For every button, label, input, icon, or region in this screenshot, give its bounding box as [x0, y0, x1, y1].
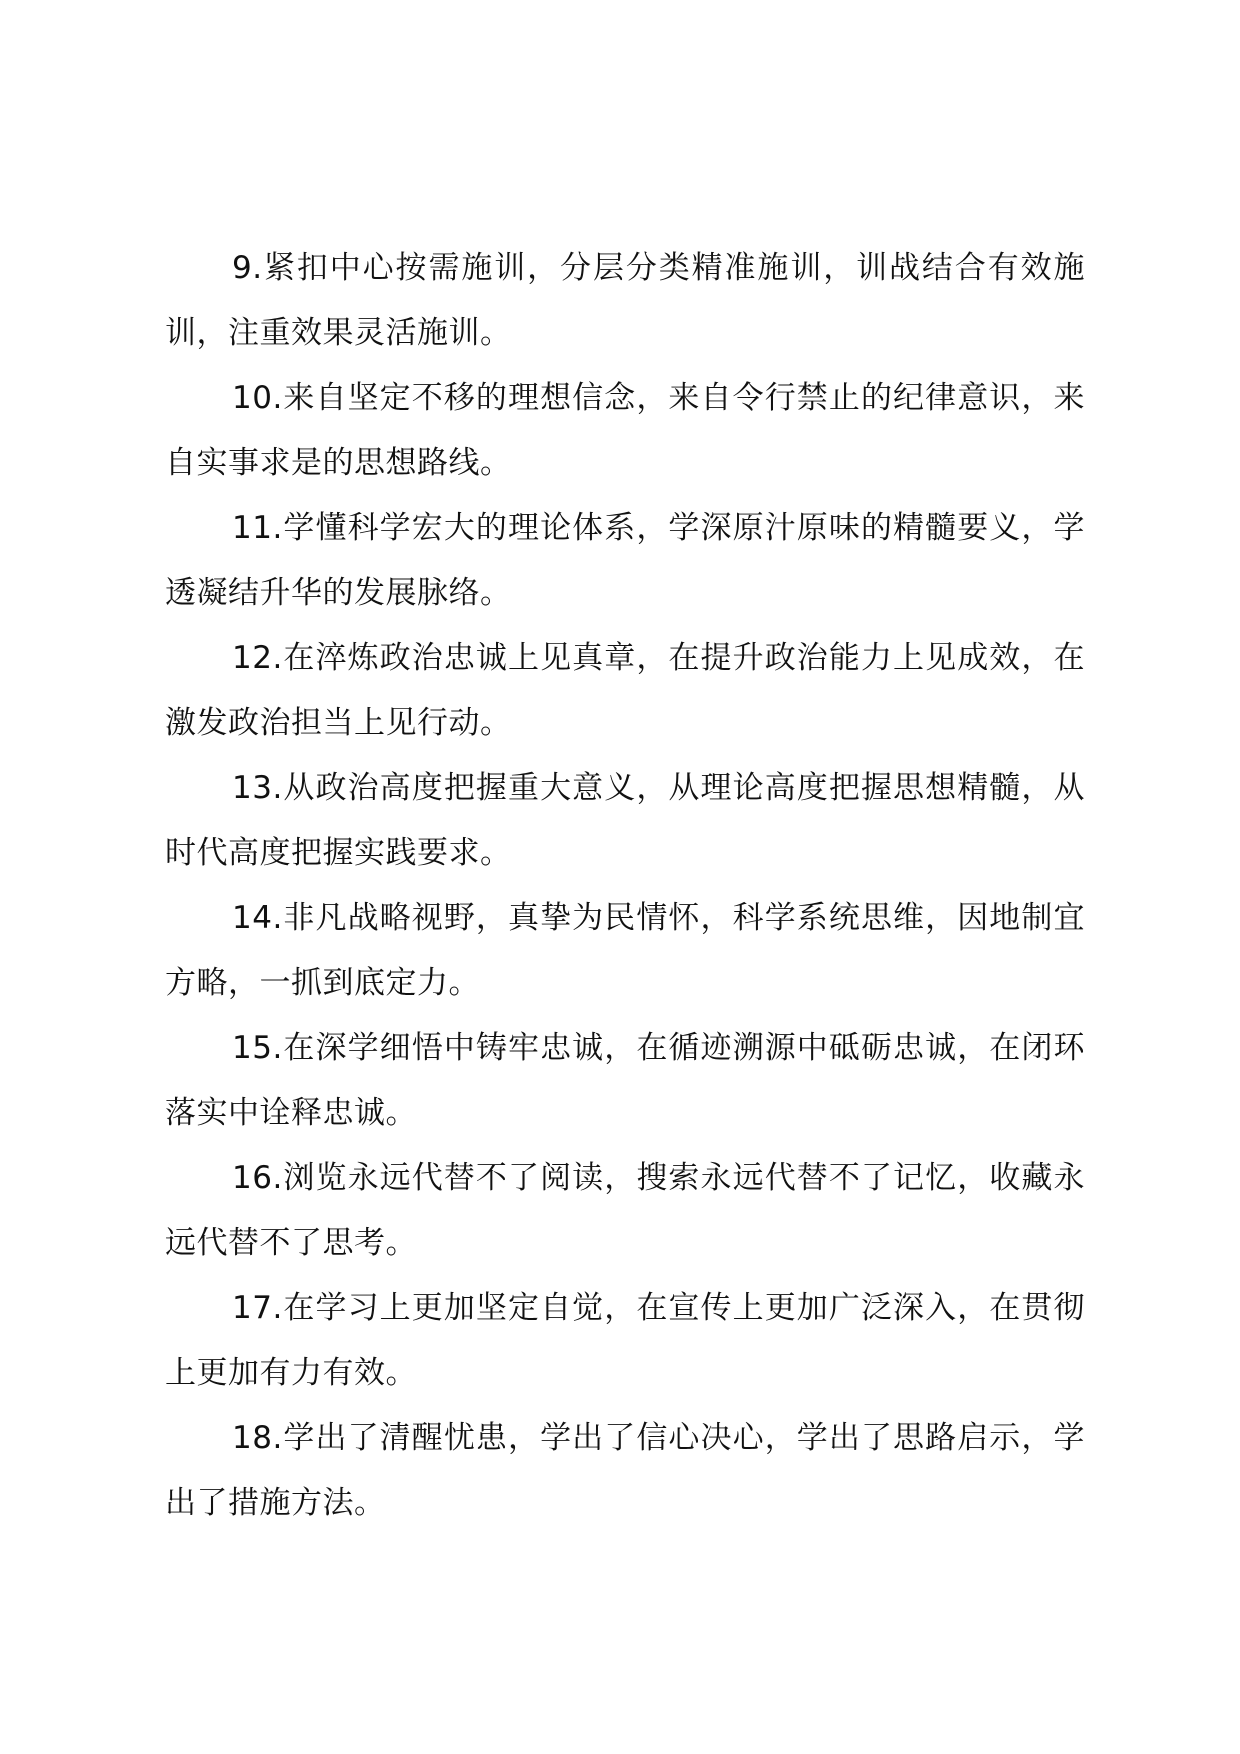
- list-item-11: 11.学懂科学宏大的理论体系，学深原汁原味的精髓要义，学透凝结升华的发展脉络。: [165, 510, 1085, 611]
- list-item-10: 10.来自坚定不移的理想信念，来自令行禁止的纪律意识，来自实事求是的思想路线。: [165, 380, 1085, 481]
- list-item-18: 18.学出了清醒忧患，学出了信心决心，学出了思路启示，学出了措施方法。: [165, 1420, 1085, 1521]
- list-item-15: 15.在深学细悟中铸牢忠诚，在循迹溯源中砥砺忠诚，在闭环落实中诠释忠诚。: [165, 1030, 1085, 1131]
- list-item-14: 14.非凡战略视野，真挚为民情怀，科学系统思维，因地制宜方略，一抓到底定力。: [165, 900, 1085, 1001]
- document-body: [165, 236, 1085, 1536]
- list-item-13: 13.从政治高度把握重大意义，从理论高度把握思想精髓，从时代高度把握实践要求。: [165, 770, 1085, 871]
- list-item-16: 16.浏览永远代替不了阅读，搜索永远代替不了记忆，收藏永远代替不了思考。: [165, 1160, 1085, 1261]
- list-item-9: 9.紧扣中心按需施训，分层分类精准施训，训战结合有效施训，注重效果灵活施训。: [165, 250, 1085, 351]
- list-item-12: 12.在淬炼政治忠诚上见真章，在提升政治能力上见成效，在激发政治担当上见行动。: [165, 640, 1085, 741]
- list-item-17: 17.在学习上更加坚定自觉，在宣传上更加广泛深入，在贯彻上更加有力有效。: [165, 1290, 1085, 1391]
